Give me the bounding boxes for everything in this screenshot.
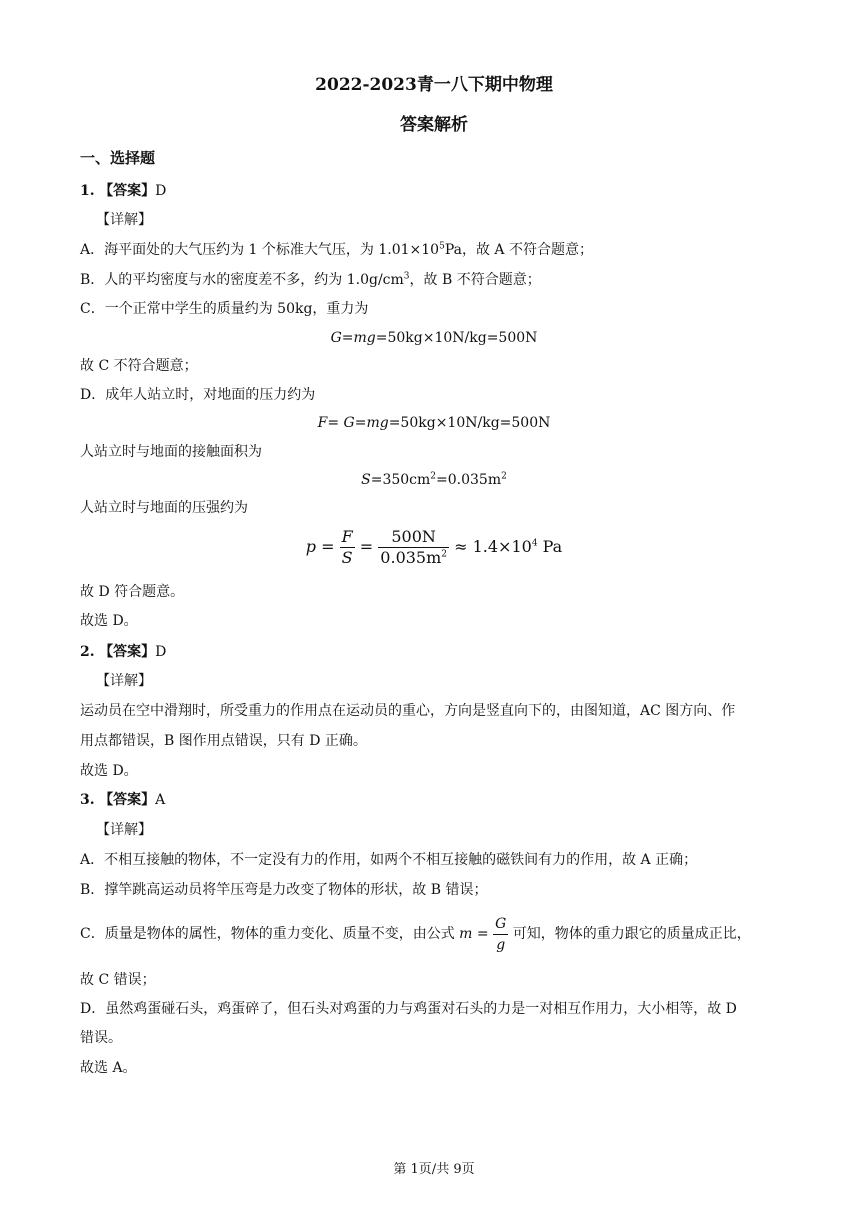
q2-answer-line [80,642,166,662]
fraction-500n-over-area: $\frac{500N}{0.035m^2}$ [380,527,448,567]
q1-final: 故选 D。 [80,613,138,629]
q3-option-d-line1: D．虽然鸡蛋碰石头，鸡蛋碎了，但石头对鸡蛋的力与鸡蛋对石头的力是一对相互作用力，大小相等，故 D [80,1001,737,1017]
q2-answer-label: 【答案】 [99,644,156,660]
section-heading: 一、选择题 [80,149,156,167]
q3-c-conclusion: 故 C 错误； [80,972,156,988]
q3-option-a: A．不相互接触的物体，不一定没有力的作用，如两个不相互接触的磁铁间有力的作用，故 A 正确； [80,852,698,868]
q3-answer-line [80,790,165,810]
q1-formula-force: F= G=mg=50kg×10N/kg=500N [317,415,551,431]
q1-area-intro: 人站立时与地面的接触面积为 [80,444,262,460]
q1-number: 1. [80,183,95,199]
fraction-g-over-g: $\frac{G}{g}$ [495,915,507,953]
q3-final: 故选 A。 [80,1060,137,1076]
document-subtitle: 答案解析 [400,115,468,135]
q1-formula-pressure: p = $\frac{F}{S}$ = $\frac{500N}{0.035m^2}$ ≈ $1.4\times 10^4$ Pa [305,527,563,567]
q3-option-b: B．撑竿跳高运动员将竿压弯是力改变了物体的形状，故 B 错误； [80,882,488,898]
q1-option-a: A．海平面处的大气压约为 1 个标准大气压，为 $1.01\times 10^5Pa$，故 A 不符合题意； [80,241,593,258]
page-footer: 第 1页/共 9页 [393,1162,475,1177]
q1-option-d: D．成年人站立时，对地面的压力约为 [80,387,316,403]
q3-option-d-line2: 错误。 [80,1030,122,1046]
q1-answer-line [80,181,166,201]
q2-answer: D [155,644,167,660]
q2-number: 2. [80,644,95,660]
q3-answer: A [155,792,166,808]
q1-answer: D [155,183,167,199]
q3-answer-label: 【答案】 [99,792,156,808]
q1-pressure-intro: 人站立时与地面的压强约为 [80,500,248,516]
q3-option-c: C．质量是物体的属性，物体的重力变化、质量不变，由公式 m = $\frac{G}{g}$ 可知，物体的重力跟它的质量成正比， [80,915,751,953]
fraction-f-over-s: $\frac{F}{S}$ [341,527,353,567]
q1-option-c: C．一个正常中学生的质量约为 50kg，重力为 [80,301,369,317]
q1-detail-label: 【详解】 [96,212,152,228]
q2-explanation-line1: 运动员在空中滑翔时，所受重力的作用点在运动员的重心，方向是竖直向下的，由图知道，AC 图方向、作 [80,703,736,719]
q2-explanation-line2: 用点都错误，B 图作用点错误，只有 D 正确。 [80,733,367,749]
q3-detail-label: 【详解】 [96,822,152,838]
q2-final: 故选 D。 [80,763,138,779]
q1-formula-area: $S=350cm^2=0.035m^2$ [361,471,507,488]
q2-detail-label: 【详解】 [96,673,152,689]
q1-formula-gravity: G=mg=50kg×10N/kg=500N [330,330,538,346]
q1-c-conclusion: 故 C 不符合题意； [80,358,198,374]
q3-number: 3. [80,792,95,808]
document-title: 2022-2023青一八下期中物理 [315,75,553,95]
q1-answer-label: 【答案】 [99,183,156,199]
q1-option-b: B．人的平均密度与水的密度差不多，约为 $1.0g/cm^3$，故 B 不符合题意； [80,271,541,288]
q1-d-conclusion: 故 D 符合题意。 [80,584,185,600]
